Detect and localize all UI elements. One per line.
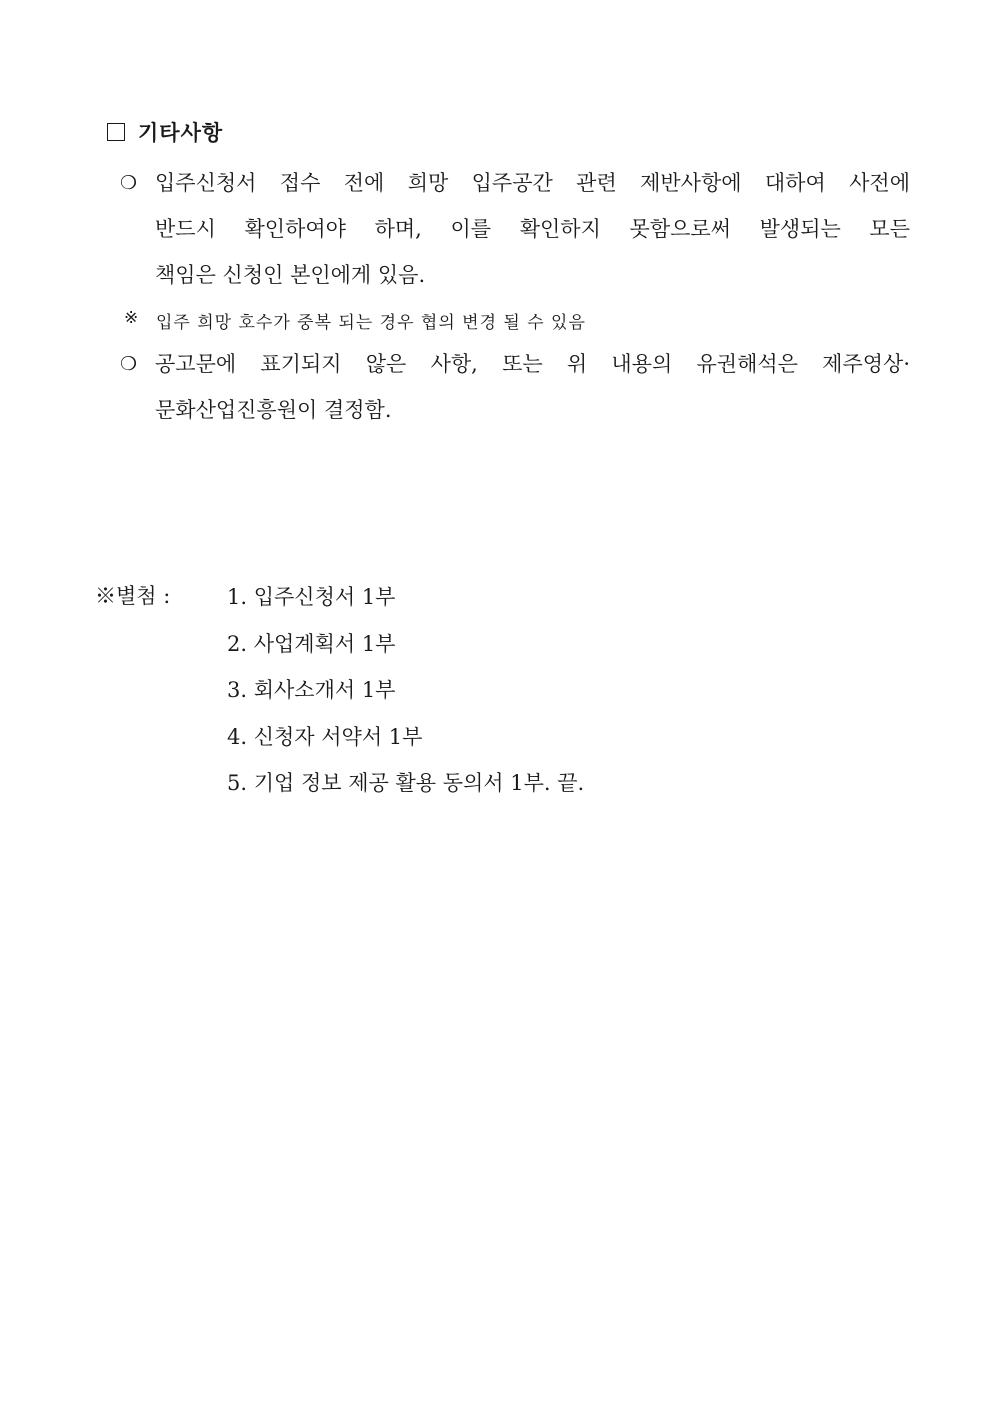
- circle-bullet-icon: ❍: [120, 172, 138, 194]
- checkbox-icon: [107, 123, 125, 141]
- bullet-item-2: [120, 341, 910, 433]
- bullet-item-1: [120, 160, 910, 298]
- attachment-item: 3. 회사소개서 1부: [227, 678, 396, 702]
- note: [124, 308, 586, 333]
- attachments-list: [227, 580, 584, 813]
- note-text: 입주 희망 호수가 중복 되는 경우 협의 변경 될 수 있음: [156, 313, 586, 333]
- attachment-item: 4. 신청자 서약서 1부: [227, 724, 423, 749]
- bullet-text-line: 문화산업진흥원이 결정함.: [155, 398, 392, 422]
- circle-bullet-icon: ❍: [120, 353, 138, 375]
- section-heading: [107, 117, 223, 147]
- attachment-item: 5. 기업 정보 제공 활용 동의서 1부. 끝.: [227, 771, 585, 795]
- attachment-item: 1. 입주신청서 1부: [227, 585, 396, 609]
- reference-mark-icon: ※: [124, 308, 140, 328]
- section-title: 기타사항: [138, 121, 224, 145]
- bullet-text-line: 책임은 신청인 본인에게 있음.: [155, 263, 426, 287]
- attachments-label: ※별첨 :: [95, 584, 171, 608]
- attachment-item: 2. 사업계획서 1부: [227, 631, 396, 656]
- bullet-text-line: 입주신청서 접수 전에 희망 입주공간 관련 제반사항에 대하여 사전에: [155, 171, 910, 195]
- bullet-text-line: 반드시 확인하여야 하며, 이를 확인하지 못함으로써 발생되는 모든: [155, 217, 910, 241]
- bullet-text-line: 공고문에 표기되지 않은 사항, 또는 위 내용의 유권해석은 제주영상·: [155, 352, 910, 376]
